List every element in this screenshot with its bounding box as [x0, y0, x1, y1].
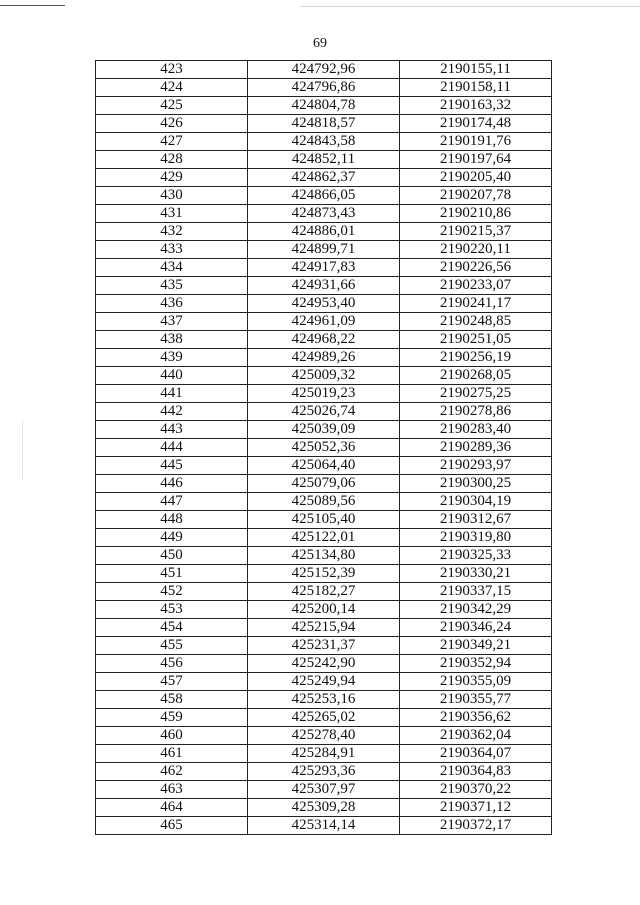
table-row [96, 349, 552, 367]
y-coordinate-cell: 2190158,11 [400, 79, 552, 97]
table-row [96, 691, 552, 709]
point-number-cell: 445 [96, 457, 248, 475]
x-coordinate-cell: 424862,37 [248, 169, 400, 187]
point-number-cell: 427 [96, 133, 248, 151]
y-coordinate-cell: 2190275,25 [400, 385, 552, 403]
x-coordinate-cell: 425231,37 [248, 637, 400, 655]
x-coordinate-cell: 424792,96 [248, 61, 400, 79]
table-row [96, 439, 552, 457]
point-number-cell: 431 [96, 205, 248, 223]
point-number-cell: 461 [96, 745, 248, 763]
table-row [96, 583, 552, 601]
y-coordinate-cell: 2190300,25 [400, 475, 552, 493]
table-row [96, 79, 552, 97]
x-coordinate-cell: 425052,36 [248, 439, 400, 457]
y-coordinate-cell: 2190325,33 [400, 547, 552, 565]
x-coordinate-cell: 424899,71 [248, 241, 400, 259]
y-coordinate-cell: 2190256,19 [400, 349, 552, 367]
point-number-cell: 428 [96, 151, 248, 169]
point-number-cell: 464 [96, 799, 248, 817]
point-number-cell: 437 [96, 313, 248, 331]
table-row [96, 421, 552, 439]
point-number-cell: 460 [96, 727, 248, 745]
point-number-cell: 424 [96, 79, 248, 97]
table-row [96, 781, 552, 799]
y-coordinate-cell: 2190248,85 [400, 313, 552, 331]
table-row [96, 97, 552, 115]
table-row [96, 403, 552, 421]
point-number-cell: 463 [96, 781, 248, 799]
y-coordinate-cell: 2190312,67 [400, 511, 552, 529]
point-number-cell: 446 [96, 475, 248, 493]
y-coordinate-cell: 2190241,17 [400, 295, 552, 313]
table-row [96, 817, 552, 835]
x-coordinate-cell: 425307,97 [248, 781, 400, 799]
point-number-cell: 451 [96, 565, 248, 583]
table-row [96, 673, 552, 691]
x-coordinate-cell: 425009,32 [248, 367, 400, 385]
x-coordinate-cell: 425182,27 [248, 583, 400, 601]
table-row [96, 619, 552, 637]
point-number-cell: 439 [96, 349, 248, 367]
y-coordinate-cell: 2190370,22 [400, 781, 552, 799]
x-coordinate-cell: 424818,57 [248, 115, 400, 133]
coordinates-table [95, 60, 552, 835]
point-number-cell: 438 [96, 331, 248, 349]
y-coordinate-cell: 2190215,37 [400, 223, 552, 241]
table-row [96, 709, 552, 727]
point-number-cell: 458 [96, 691, 248, 709]
y-coordinate-cell: 2190293,97 [400, 457, 552, 475]
point-number-cell: 447 [96, 493, 248, 511]
y-coordinate-cell: 2190349,21 [400, 637, 552, 655]
table-row [96, 259, 552, 277]
table-row [96, 367, 552, 385]
x-coordinate-cell: 424953,40 [248, 295, 400, 313]
table-row [96, 493, 552, 511]
x-coordinate-cell: 424852,11 [248, 151, 400, 169]
point-number-cell: 457 [96, 673, 248, 691]
x-coordinate-cell: 425249,94 [248, 673, 400, 691]
point-number-cell: 433 [96, 241, 248, 259]
page-number: 69 [313, 36, 327, 51]
point-number-cell: 425 [96, 97, 248, 115]
x-coordinate-cell: 425309,28 [248, 799, 400, 817]
table-row [96, 655, 552, 673]
table-row [96, 763, 552, 781]
y-coordinate-cell: 2190362,04 [400, 727, 552, 745]
table-row [96, 61, 552, 79]
table-row [96, 601, 552, 619]
point-number-cell: 442 [96, 403, 248, 421]
point-number-cell: 440 [96, 367, 248, 385]
y-coordinate-cell: 2190191,76 [400, 133, 552, 151]
x-coordinate-cell: 425105,40 [248, 511, 400, 529]
x-coordinate-cell: 425278,40 [248, 727, 400, 745]
point-number-cell: 444 [96, 439, 248, 457]
point-number-cell: 426 [96, 115, 248, 133]
y-coordinate-cell: 2190356,62 [400, 709, 552, 727]
y-coordinate-cell: 2190174,48 [400, 115, 552, 133]
table-row [96, 241, 552, 259]
point-number-cell: 465 [96, 817, 248, 835]
point-number-cell: 432 [96, 223, 248, 241]
y-coordinate-cell: 2190304,19 [400, 493, 552, 511]
point-number-cell: 452 [96, 583, 248, 601]
x-coordinate-cell: 425039,09 [248, 421, 400, 439]
table-row [96, 457, 552, 475]
x-coordinate-cell: 425152,39 [248, 565, 400, 583]
y-coordinate-cell: 2190163,32 [400, 97, 552, 115]
x-coordinate-cell: 424989,26 [248, 349, 400, 367]
y-coordinate-cell: 2190372,17 [400, 817, 552, 835]
y-coordinate-cell: 2190371,12 [400, 799, 552, 817]
table-row [96, 331, 552, 349]
x-coordinate-cell: 425026,74 [248, 403, 400, 421]
top-right-rule [300, 6, 640, 7]
point-number-cell: 443 [96, 421, 248, 439]
table-row [96, 277, 552, 295]
table-row [96, 187, 552, 205]
y-coordinate-cell: 2190251,05 [400, 331, 552, 349]
x-coordinate-cell: 425122,01 [248, 529, 400, 547]
table-row [96, 133, 552, 151]
table-row [96, 547, 552, 565]
y-coordinate-cell: 2190346,24 [400, 619, 552, 637]
y-coordinate-cell: 2190364,83 [400, 763, 552, 781]
point-number-cell: 448 [96, 511, 248, 529]
table-row [96, 223, 552, 241]
x-coordinate-cell: 424873,43 [248, 205, 400, 223]
point-number-cell: 454 [96, 619, 248, 637]
point-number-cell: 435 [96, 277, 248, 295]
x-coordinate-cell: 425253,16 [248, 691, 400, 709]
x-coordinate-cell: 425019,23 [248, 385, 400, 403]
y-coordinate-cell: 2190205,40 [400, 169, 552, 187]
y-coordinate-cell: 2190220,11 [400, 241, 552, 259]
table-row [96, 151, 552, 169]
point-number-cell: 453 [96, 601, 248, 619]
x-coordinate-cell: 425089,56 [248, 493, 400, 511]
y-coordinate-cell: 2190289,36 [400, 439, 552, 457]
x-coordinate-cell: 424961,09 [248, 313, 400, 331]
point-number-cell: 434 [96, 259, 248, 277]
point-number-cell: 462 [96, 763, 248, 781]
table-row [96, 511, 552, 529]
x-coordinate-cell: 424796,86 [248, 79, 400, 97]
point-number-cell: 430 [96, 187, 248, 205]
x-coordinate-cell: 425079,06 [248, 475, 400, 493]
table-row [96, 115, 552, 133]
y-coordinate-cell: 2190283,40 [400, 421, 552, 439]
y-coordinate-cell: 2190364,07 [400, 745, 552, 763]
table-row [96, 313, 552, 331]
x-coordinate-cell: 425242,90 [248, 655, 400, 673]
x-coordinate-cell: 425314,14 [248, 817, 400, 835]
x-coordinate-cell: 424886,01 [248, 223, 400, 241]
y-coordinate-cell: 2190278,86 [400, 403, 552, 421]
x-coordinate-cell: 425134,80 [248, 547, 400, 565]
x-coordinate-cell: 424931,66 [248, 277, 400, 295]
x-coordinate-cell: 425265,02 [248, 709, 400, 727]
table-row [96, 385, 552, 403]
y-coordinate-cell: 2190210,86 [400, 205, 552, 223]
y-coordinate-cell: 2190268,05 [400, 367, 552, 385]
y-coordinate-cell: 2190355,77 [400, 691, 552, 709]
x-coordinate-cell: 425293,36 [248, 763, 400, 781]
table-row [96, 205, 552, 223]
point-number-cell: 450 [96, 547, 248, 565]
x-coordinate-cell: 424917,83 [248, 259, 400, 277]
point-number-cell: 429 [96, 169, 248, 187]
y-coordinate-cell: 2190226,56 [400, 259, 552, 277]
point-number-cell: 423 [96, 61, 248, 79]
y-coordinate-cell: 2190337,15 [400, 583, 552, 601]
x-coordinate-cell: 425200,14 [248, 601, 400, 619]
table-row [96, 565, 552, 583]
top-left-rule [0, 5, 65, 6]
table-row [96, 745, 552, 763]
table-row [96, 529, 552, 547]
y-coordinate-cell: 2190207,78 [400, 187, 552, 205]
y-coordinate-cell: 2190233,07 [400, 277, 552, 295]
y-coordinate-cell: 2190155,11 [400, 61, 552, 79]
table-row [96, 637, 552, 655]
y-coordinate-cell: 2190352,94 [400, 655, 552, 673]
x-coordinate-cell: 424866,05 [248, 187, 400, 205]
table-row [96, 169, 552, 187]
y-coordinate-cell: 2190319,80 [400, 529, 552, 547]
x-coordinate-cell: 424804,78 [248, 97, 400, 115]
x-coordinate-cell: 424968,22 [248, 331, 400, 349]
table-row [96, 799, 552, 817]
y-coordinate-cell: 2190330,21 [400, 565, 552, 583]
point-number-cell: 436 [96, 295, 248, 313]
x-coordinate-cell: 425064,40 [248, 457, 400, 475]
x-coordinate-cell: 425284,91 [248, 745, 400, 763]
y-coordinate-cell: 2190342,29 [400, 601, 552, 619]
table-row [96, 475, 552, 493]
x-coordinate-cell: 424843,58 [248, 133, 400, 151]
point-number-cell: 441 [96, 385, 248, 403]
point-number-cell: 455 [96, 637, 248, 655]
table-row [96, 295, 552, 313]
x-coordinate-cell: 425215,94 [248, 619, 400, 637]
y-coordinate-cell: 2190197,64 [400, 151, 552, 169]
coordinates-table-body [96, 61, 552, 835]
point-number-cell: 449 [96, 529, 248, 547]
table-row [96, 727, 552, 745]
point-number-cell: 456 [96, 655, 248, 673]
y-coordinate-cell: 2190355,09 [400, 673, 552, 691]
scan-mark [22, 420, 23, 480]
point-number-cell: 459 [96, 709, 248, 727]
